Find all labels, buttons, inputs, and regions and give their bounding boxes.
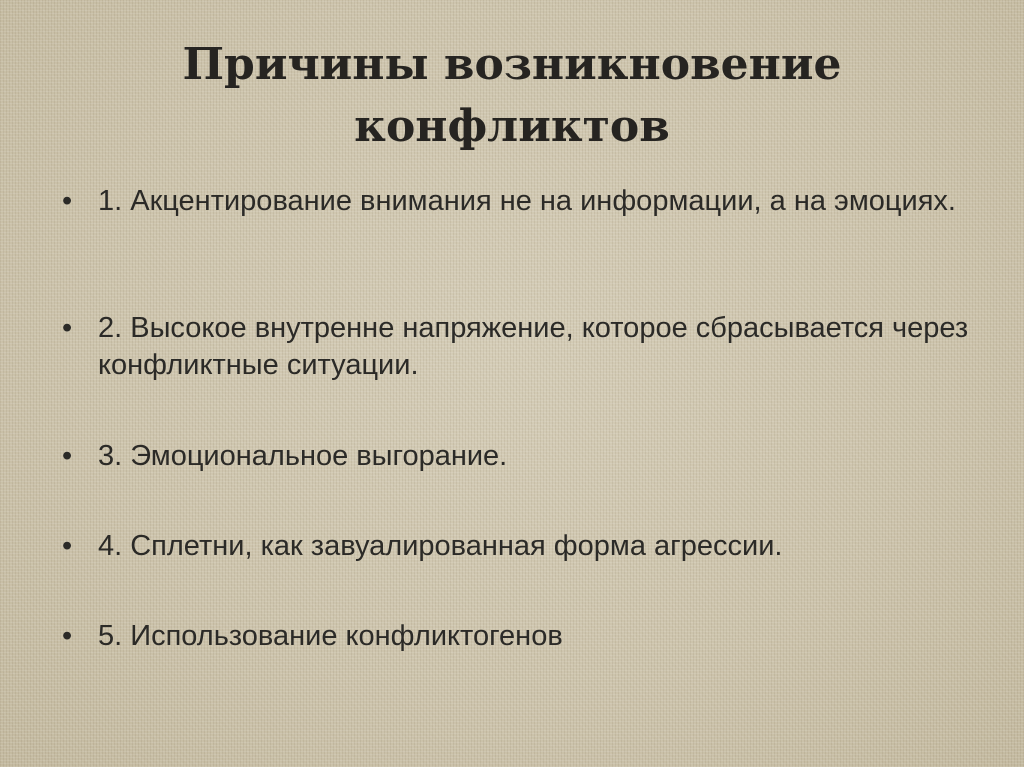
bullet-text: 2. Высокое внутренне напряжение, которое сбрасывается через конфликтные ситуации.: [98, 312, 969, 381]
bullet-dot-icon: •: [62, 530, 73, 562]
bullet-item: [62, 528, 1018, 565]
bullet-item: [62, 183, 1018, 220]
slide-title: [0, 34, 1024, 158]
bullet-dot-icon: •: [62, 312, 73, 344]
bullet-text: 4. Сплетни, как завуалированная форма агрессии.: [98, 530, 783, 562]
bullet-text: 1. Акцентирование внимания не на информации, а на эмоциях.: [98, 185, 956, 217]
bullet-item: [62, 438, 1018, 475]
bullet-text: 3. Эмоциональное выгорание.: [98, 440, 508, 472]
bullet-item: [62, 618, 1018, 655]
bullet-dot-icon: •: [62, 620, 73, 652]
bullet-item: [62, 310, 1018, 384]
slide-title-line-1: Причины возникновение: [182, 39, 842, 90]
bullet-dot-icon: •: [62, 440, 73, 472]
bullet-dot-icon: •: [62, 185, 73, 217]
bullet-text: 5. Использование конфликтогенов: [98, 620, 563, 652]
slide-title-line-2: конфликтов: [354, 101, 670, 152]
